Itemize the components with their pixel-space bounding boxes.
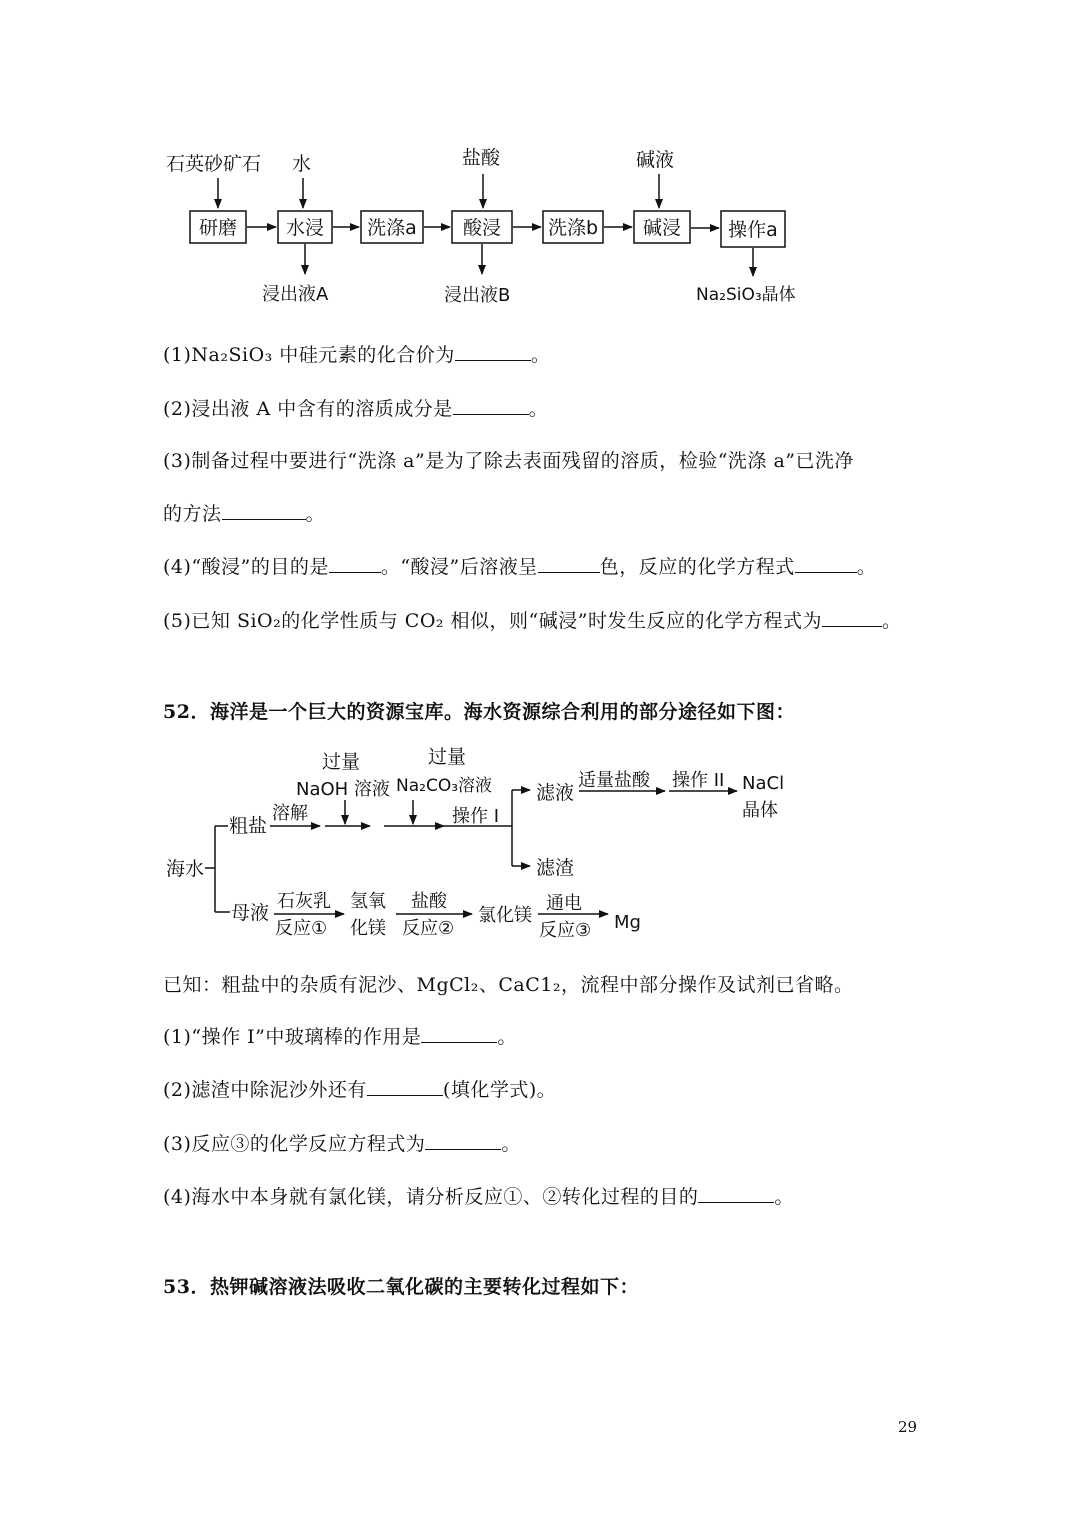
label-mgoh-1: 氢氧 (350, 891, 386, 912)
label-mgcl2: 氯化镁 (478, 905, 532, 926)
answer-blank[interactable] (795, 571, 857, 573)
box-label-5: 碱浸 (642, 217, 682, 239)
answer-blank[interactable] (329, 571, 381, 573)
answer-blank[interactable] (421, 1041, 497, 1043)
answer-blank[interactable] (698, 1201, 774, 1203)
label-excess-1: 过量 (322, 751, 361, 773)
label-na2co3: Na₂CO₃溶液 (396, 776, 493, 796)
label-r3: 反应③ (539, 920, 592, 941)
label-naoh: NaOH 溶液 (296, 779, 390, 800)
label-mg: Mg (614, 912, 641, 933)
answer-blank[interactable] (425, 1148, 501, 1150)
label-r1: 反应① (275, 918, 328, 939)
box-label-2: 洗涤a (367, 217, 417, 239)
box-label-0: 研磨 (198, 217, 238, 239)
box-label-1: 水浸 (285, 217, 325, 239)
q52-part1: (1)“操作 I”中玻璃棒的作用是 。 (163, 1026, 517, 1048)
answer-blank[interactable] (367, 1094, 443, 1096)
answer-blank[interactable] (453, 413, 529, 415)
label-filtrate: 滤液 (536, 782, 575, 804)
q52-part3: (3)反应③的化学反应方程式为 。 (163, 1133, 521, 1155)
q51-part2: (2)浸出液 A 中含有的溶质成分是 。 (163, 398, 549, 420)
label-op-2: 操作 II (672, 770, 725, 791)
label-crystal: 晶体 (742, 800, 778, 821)
q53-title: 53．热钾碱溶液法吸收二氧化碳的主要转化过程如下： (163, 1276, 639, 1298)
label-r2: 反应② (402, 918, 455, 939)
input-water: 水 (292, 153, 312, 175)
input-ore: 石英砂矿石 (166, 153, 262, 175)
label-residue: 滤渣 (536, 857, 575, 879)
q51-part1: (1)Na₂SiO₃ 中硅元素的化合价为 。 (163, 344, 551, 366)
box-label-6: 操作a (728, 219, 778, 241)
box-label-4: 洗涤b (547, 217, 599, 239)
answer-blank[interactable] (822, 625, 882, 627)
label-excess-2: 过量 (428, 746, 467, 768)
q51-part5: (5)已知 SiO₂的化学性质与 CO₂ 相似，则“碱浸”时发生反应的化学方程式为 。 (163, 610, 902, 632)
answer-blank[interactable] (538, 571, 600, 573)
q51-part4: (4)“酸浸”的目的是 。“酸浸”后溶液呈 色，反应的化学方程式 。 (163, 556, 877, 578)
box-label-3: 酸浸 (462, 217, 502, 239)
label-op-1: 操作 I (452, 806, 500, 827)
label-seawater: 海水 (166, 858, 205, 880)
q52-title: 52．海洋是一个巨大的资源宝库。海水资源综合利用的部分途径如下图： (163, 701, 795, 723)
label-mgoh-2: 化镁 (350, 918, 386, 939)
q52-part4: (4)海水中本身就有氯化镁，请分析反应①、②转化过程的目的 。 (163, 1186, 794, 1208)
output-leach-b: 浸出液B (444, 285, 511, 306)
q52-part2: (2)滤渣中除泥沙外还有 (填化学式)。 (163, 1079, 557, 1101)
label-hcl-proper: 适量盐酸 (578, 770, 650, 791)
label-crude-salt: 粗盐 (229, 815, 268, 837)
label-hcl: 盐酸 (411, 891, 447, 912)
label-dissolve: 溶解 (272, 803, 308, 824)
q51-part3-cont: 的方法 。 (163, 503, 326, 525)
label-electrolysis: 通电 (546, 893, 582, 914)
label-lime: 石灰乳 (277, 891, 331, 912)
answer-blank[interactable] (455, 359, 531, 361)
page-number: 29 (898, 1418, 918, 1436)
output-leach-a: 浸出液A (262, 284, 329, 305)
q52-known: 已知：粗盐中的杂质有泥沙、MgCl₂、CaC1₂，流程中部分操作及试剂已省略。 (163, 974, 854, 996)
output-product: Na₂SiO₃晶体 (696, 285, 796, 305)
input-hcl: 盐酸 (462, 147, 501, 169)
answer-blank[interactable] (222, 518, 306, 520)
label-mother-liquor: 母液 (231, 902, 270, 924)
input-alkali: 碱液 (636, 149, 675, 171)
label-nacl: NaCl (742, 773, 785, 794)
q51-part3: (3)制备过程中要进行“洗涤 a”是为了除去表面残留的溶质，检验“洗涤 a”已洗净 (163, 450, 855, 472)
